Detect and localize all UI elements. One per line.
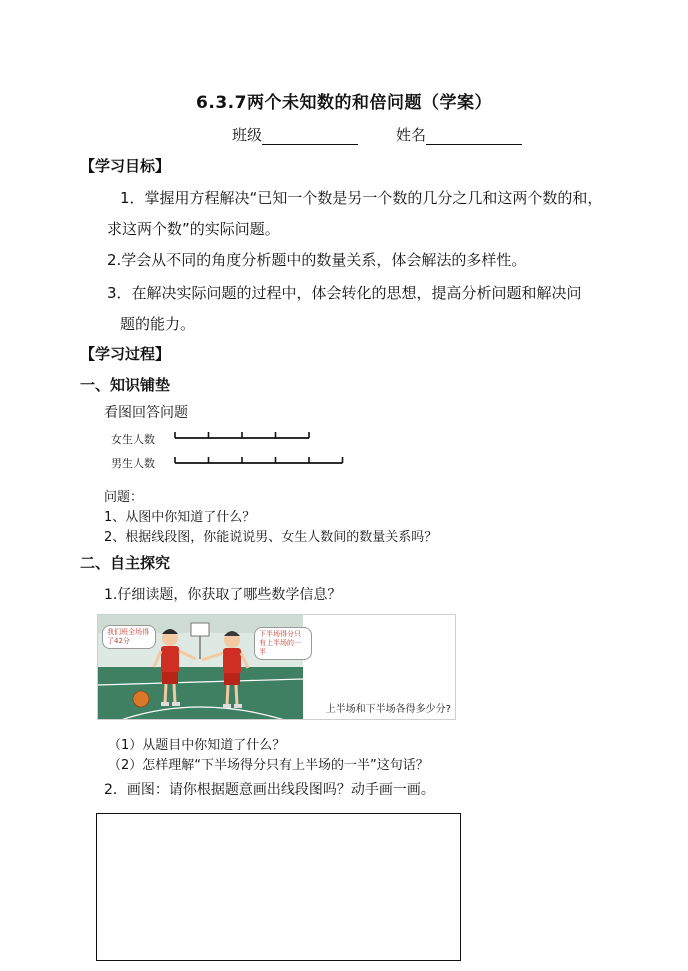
goal-3-line-2: 题的能力。 — [120, 315, 196, 333]
section-2-item-2: 2．画图：请你根据题意画出线段图吗？动手画一画。 — [104, 782, 435, 798]
goal-3-line-1: 3．在解决实际问题的过程中，体会转化的思想，提高分析问题和解决问 — [107, 284, 582, 302]
basketball-illustration — [97, 614, 456, 720]
segment-diagram — [168, 425, 353, 471]
goal-1-line-2: 求这两个数”的实际问题。 — [107, 220, 280, 238]
section-1-prompt: 看图回答问题 — [104, 405, 188, 421]
student-info-fields — [232, 124, 522, 145]
goal-2: 2.学会从不同的角度分析题中的数量关系，体会解法的多样性。 — [107, 251, 527, 269]
speech-bubble-left: 我们班全场得了42分 — [102, 625, 156, 649]
image-caption: 上半场和下半场各得多少分? — [326, 700, 451, 715]
drawing-answer-box[interactable] — [96, 813, 461, 961]
section-2-item-1: 1.仔细读题，你获取了哪些数学信息？ — [104, 587, 342, 603]
class-blank[interactable] — [262, 129, 358, 145]
section-1-heading: 一、知识铺垫 — [80, 376, 171, 394]
sub-question-2: （2）怎样理解“下半场得分只有上半场的一半”这句话？ — [108, 758, 429, 773]
questions-title: 问题： — [104, 490, 144, 505]
boys-count-label: 男生人数 — [111, 457, 155, 470]
sub-question-1: （1）从题目中你知道了什么？ — [108, 738, 286, 753]
section-2-heading: 二、自主探究 — [80, 554, 171, 572]
speech-bubble-right: 下半场得分只有上半场的一半 — [254, 627, 312, 660]
boys-segment-bar — [175, 457, 343, 463]
question-2: 2、根据线段图，你能说说男、女生人数间的数量关系吗？ — [104, 530, 438, 545]
girls-segment-bar — [175, 432, 309, 438]
name-blank[interactable] — [426, 129, 522, 145]
process-heading: 【学习过程】 — [80, 345, 171, 363]
question-1: 1、从图中你知道了什么？ — [104, 510, 256, 525]
goal-1-line-1: 1．掌握用方程解决“已知一个数是另一个数的几分之几和这两个数的和， — [120, 189, 603, 207]
goals-heading: 【学习目标】 — [80, 157, 171, 175]
page-title: 6.3.7两个未知数的和倍问题（学案） — [196, 93, 492, 113]
girls-count-label: 女生人数 — [111, 433, 155, 446]
class-label: 班级 — [232, 126, 263, 144]
name-label: 姓名 — [396, 126, 427, 144]
